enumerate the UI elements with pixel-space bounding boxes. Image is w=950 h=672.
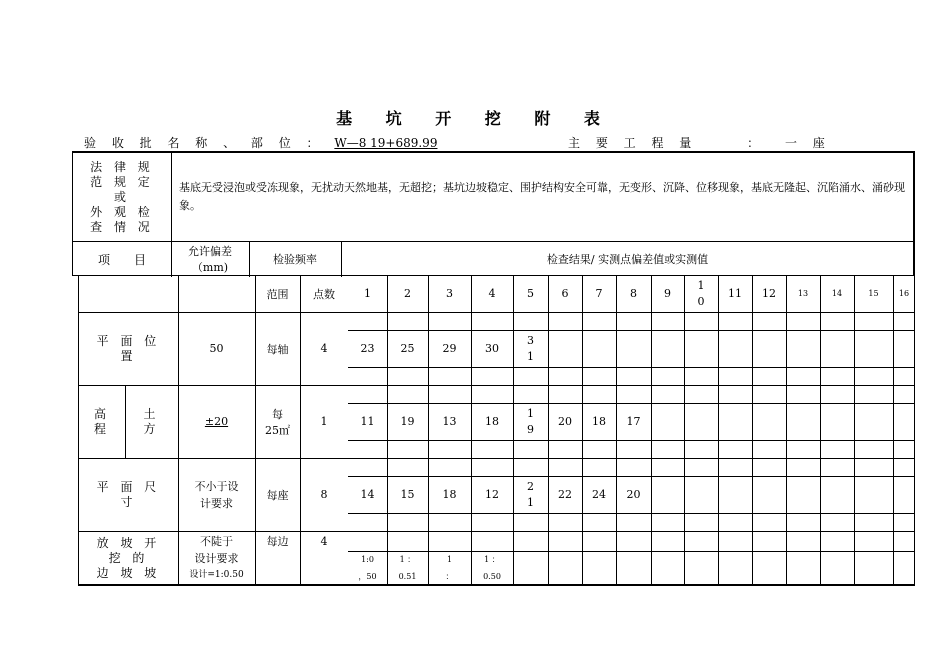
value-row3-col3: 18: [442, 487, 457, 501]
slope-top-col3: 1: [446, 554, 453, 564]
row-elevation-tolerance: ±20: [204, 415, 229, 428]
row-slope-points: 4: [320, 534, 328, 548]
value-row3-col1: 14: [360, 487, 375, 501]
page-title: 基 坑 开 挖 附 表: [336, 109, 614, 128]
value-row1-col3: 29: [442, 341, 457, 355]
batch-value: W—8 19+689.99: [334, 136, 438, 150]
header-col-1: 1: [364, 287, 371, 300]
header-tolerance: 允许偏差 （mm): [188, 245, 232, 274]
row-plane-position-range: 每轴: [266, 342, 289, 356]
row-slope-range: 每边: [266, 535, 289, 548]
value-row2-col3: 13: [442, 414, 457, 428]
value-row3-col8: 20: [626, 487, 641, 501]
value-row3-col7: 24: [592, 487, 606, 501]
row-plane-size-points: 8: [320, 488, 328, 501]
header-col-6: 6: [561, 287, 569, 300]
inspection-label: 法 律 规 范 规 定 或 外 观 检 查 情 况: [90, 159, 154, 234]
measurement-grid: [78, 276, 915, 586]
slope-top-col2: 1 ：: [399, 554, 416, 564]
slope-top-col1: 1:0: [361, 554, 374, 564]
header-col-3: 3: [446, 287, 453, 300]
row-plane-position-tolerance: 50: [209, 342, 224, 355]
header-col-8: 8: [630, 287, 637, 300]
slope-bottom-col1: ，50: [358, 571, 377, 581]
row-elevation-range: 每 25㎡: [265, 407, 290, 437]
value-row2-col7: 18: [592, 414, 606, 428]
header-range: 范围: [266, 288, 289, 301]
header-col-10: 1 0: [697, 279, 705, 308]
header-col-15: 15: [868, 289, 879, 298]
quantity-value: 一 座: [784, 136, 831, 150]
row-slope-tolerance: 不陡于 设计要求 设计=1:0.50: [189, 535, 244, 580]
slope-bottom-col4: 0.50: [483, 571, 501, 581]
row-elevation-points: 1: [320, 415, 328, 428]
value-row1-col4: 30: [485, 341, 499, 355]
value-row2-col4: 18: [485, 414, 499, 428]
header-col-13: 13: [797, 289, 809, 298]
value-row2-col1: 11: [360, 414, 375, 428]
header-col-16: 16: [898, 289, 910, 298]
slope-bottom-col3: ：: [445, 571, 454, 581]
quantity-label: 主 要 工 程 量: [568, 136, 698, 150]
row-plane-position-points: 4: [320, 342, 328, 355]
header-col-7: 7: [595, 287, 603, 300]
value-row2-col8: 17: [626, 414, 641, 428]
value-row1-col1: 23: [360, 341, 375, 355]
row-slope-name: 放 坡 开 挖 的 边 坡 坡: [96, 536, 161, 580]
quantity-colon: ：: [747, 136, 766, 150]
row-plane-size-name: 平 面 尺 寸: [96, 479, 161, 509]
value-row3-col6: 22: [558, 487, 572, 501]
value-row1-col5: 3 1: [527, 333, 534, 363]
value-row2-col5: 1 9: [527, 406, 534, 436]
inspection-block: [72, 151, 915, 276]
batch-info: [84, 134, 437, 151]
value-row2-col6: 20: [558, 414, 572, 428]
header-col-5: 5: [527, 287, 534, 300]
value-row3-col5: 2 1: [527, 479, 534, 509]
header-item: 项 目: [97, 252, 146, 267]
row-plane-size-range: 每座: [266, 488, 289, 502]
header-col-11: 11: [728, 287, 742, 300]
row-elevation-name-right: 土 方: [143, 406, 160, 436]
value-row2-col2: 19: [400, 414, 415, 428]
header-col-14: 14: [831, 289, 843, 298]
header-col-12: 12: [762, 287, 776, 300]
row-plane-position-name: 平 面 位 置: [96, 333, 161, 363]
inspection-text: 基底无受浸泡或受冻现象，无扰动天然地基，无超挖；基坑边坡稳定、围护结构安全可靠，无变形、沉降、位移现象，基底无隆起、沉陷涌水、涌砂现象。: [179, 181, 905, 212]
header-frequency: 检验频率: [273, 253, 317, 266]
slope-top-col4: 1 ：: [484, 554, 500, 564]
row-plane-size-tolerance: 不小于设 计要求: [194, 479, 239, 510]
value-row1-col2: 25: [400, 341, 415, 355]
slope-bottom-col2: 0.51: [398, 571, 417, 581]
header-col-9: 9: [664, 287, 671, 300]
header-points: 点数: [313, 288, 335, 301]
header-col-4: 4: [488, 287, 496, 300]
quantity-info: [568, 134, 831, 151]
header-col-2: 2: [404, 287, 411, 300]
header-result: 检查结果/ 实测点偏差值或实测值: [546, 253, 709, 266]
row-elevation-name-left: 高 程: [93, 406, 110, 436]
value-row3-col4: 12: [485, 487, 499, 501]
value-row3-col2: 15: [400, 487, 415, 501]
batch-label: 验 收 批 名 称 、 部 位 ：: [84, 136, 325, 150]
